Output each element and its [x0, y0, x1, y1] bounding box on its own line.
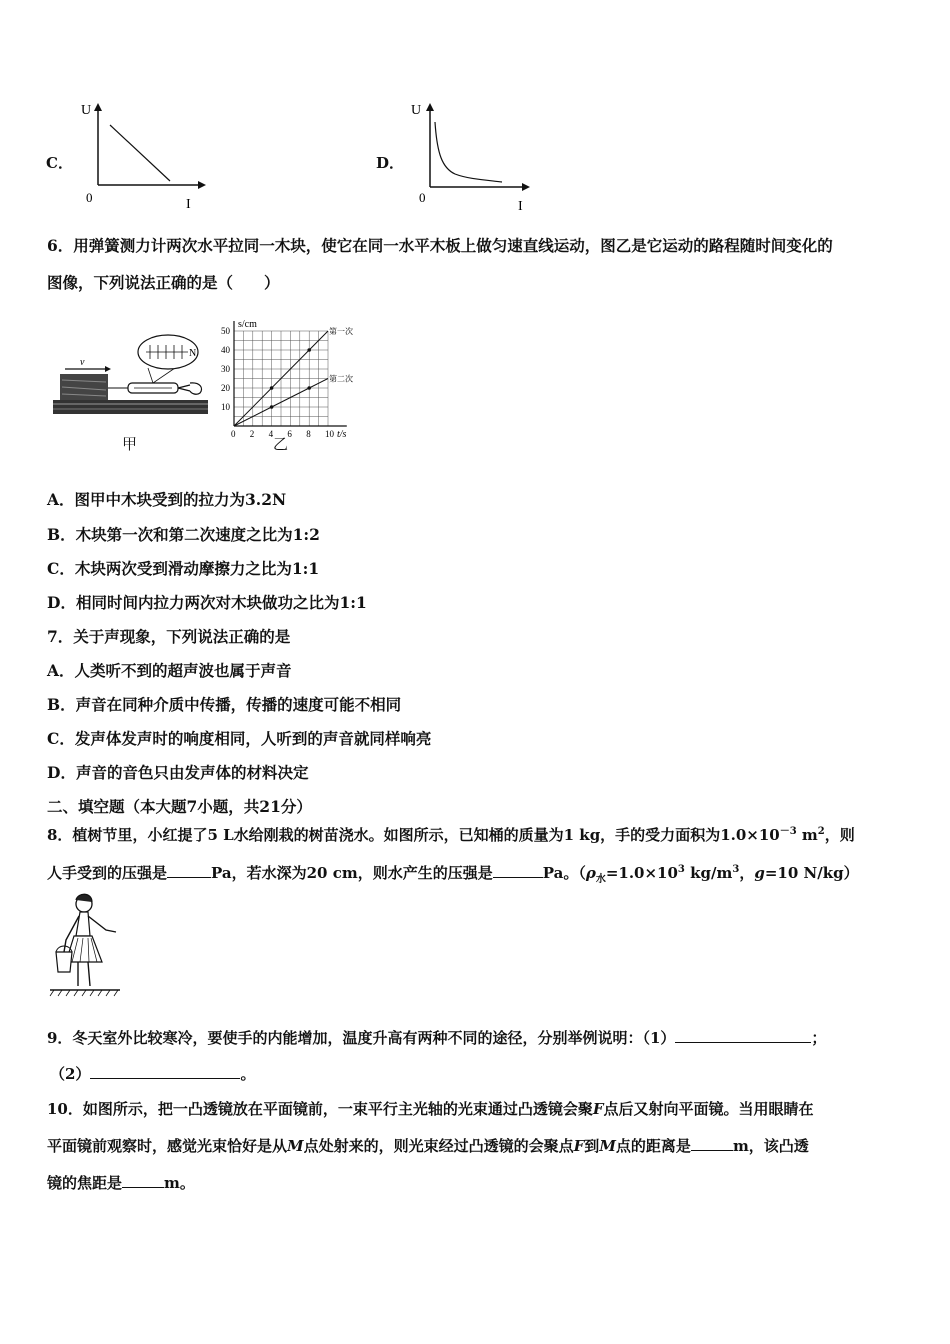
- x-tick-label: 8: [306, 429, 311, 439]
- q6-option-c: C．木块两次受到滑动摩擦力之比为1:1: [47, 559, 320, 578]
- q9-blank-1[interactable]: [675, 1028, 811, 1043]
- q8-line2: 人手受到的压强是 Pa，若水深为20 cm，则水产生的压强是 Pa。（$\rho_水=1.0\times 10^3$ $kg/m^3$，g=10 N/kg）: [47, 864, 859, 885]
- x-tick-label: 2: [249, 429, 255, 439]
- data-point: [270, 386, 274, 390]
- graph-c-u-label: U: [81, 103, 92, 118]
- q9-line2: （2） 。: [50, 1065, 256, 1083]
- q8-line1: 8．植树节里，小红提了5 L水给刚栽的树苗浇水。如图所示，已知桶的质量为1 kg，手的受力面积为$1.0\times 10^{-3}$ $m^2$，则: [47, 826, 855, 844]
- q10-line1: 10．如图所示，把一凸透镜放在平面镜前，一束平行主光轴的光束通过凸透镜会聚F点后又射向平面镜。当用眼睛在: [47, 1100, 814, 1118]
- x-tick-label: 4: [268, 429, 274, 439]
- y-tick-label: 40: [221, 345, 230, 355]
- graph-c-x-arrow: [198, 181, 206, 189]
- velocity-label: v: [80, 357, 85, 368]
- series-label-1: 第一次: [329, 327, 353, 336]
- graph-d-x-arrow: [522, 183, 530, 191]
- y-tick-label: 30: [221, 364, 230, 374]
- graph-c-y-arrow: [94, 103, 102, 111]
- y-tick-label: 50: [221, 326, 230, 336]
- graph-d-u-label: U: [411, 103, 422, 118]
- graph-d-i-label: I: [518, 199, 523, 213]
- q6-stem-line1: 6．用弹簧测力计两次水平拉同一木块，使它在同一水平木板上做匀速直线运动，图乙是它运动的路程随时间变化的: [47, 236, 833, 255]
- fig-jia-caption: 甲: [122, 435, 138, 453]
- q7-option-d: D．声音的音色只由发声体的材料决定: [47, 763, 309, 782]
- y-axis-label: s/cm: [238, 319, 257, 330]
- q8-girl-bucket-figure: [48, 890, 128, 1002]
- q10-line3: 镜的焦距是 m。: [47, 1174, 195, 1192]
- q7-option-c: C．发声体发声时的响度相同，人听到的声音就同样响亮: [47, 729, 432, 748]
- q6-option-d: D．相同时间内拉力两次对木块做功之比为1:1: [47, 593, 367, 612]
- q10-blank-2[interactable]: [122, 1173, 164, 1188]
- q8-blank-1[interactable]: [167, 863, 211, 878]
- data-point: [307, 386, 311, 390]
- graph-d-curve: [435, 122, 502, 182]
- q6-figure-jia: [50, 330, 210, 420]
- q6-figure-yi-chart: [220, 303, 370, 443]
- q7-stem: 7．关于声现象，下列说法正确的是: [47, 627, 291, 646]
- q6-option-a: A．图甲中木块受到的拉力为3.2N: [47, 490, 287, 509]
- q7-option-b: B．声音在同种介质中传播，传播的速度可能不相同: [47, 695, 402, 714]
- series-label-2: 第二次: [329, 374, 353, 384]
- graph-d: [410, 98, 540, 213]
- option-d-label: D．: [376, 154, 405, 172]
- board: [53, 400, 208, 414]
- y-tick-label: 20: [221, 383, 230, 393]
- graph-c-origin: 0: [86, 190, 93, 205]
- arm-right: [88, 916, 116, 932]
- section-2-heading: 二、填空题（本大题7小题，共21分）: [47, 797, 312, 816]
- q8-blank-2[interactable]: [493, 863, 543, 878]
- graph-d-origin: 0: [419, 190, 426, 205]
- graph-c-i-label: I: [186, 197, 191, 212]
- x-tick-label: 10: [325, 429, 334, 439]
- leg-right: [88, 962, 90, 986]
- x-axis-label: t/s: [337, 429, 347, 440]
- x-tick-label: 6: [287, 429, 292, 439]
- torso: [76, 912, 90, 936]
- q10-blank-1[interactable]: [691, 1136, 733, 1151]
- bucket: [56, 952, 72, 972]
- q9-line1: 9．冬天室外比较寒冷，要使手的内能增加，温度升高有两种不同的途径，分别举例说明：（1） ；: [47, 1029, 827, 1047]
- x-tick-label: 0: [231, 429, 236, 439]
- option-c-label: C．: [46, 154, 73, 172]
- scale-unit: N: [189, 348, 197, 359]
- data-point: [270, 405, 274, 409]
- q6-option-b: B．木块第一次和第二次速度之比为1:2: [47, 525, 320, 544]
- graph-c: [80, 98, 210, 213]
- hand: [178, 383, 202, 394]
- fig-yi-caption: 乙: [273, 435, 289, 453]
- q6-stem-line2: 图像，下列说法正确的是（ ）: [47, 273, 280, 292]
- data-point: [307, 348, 311, 352]
- q9-blank-2[interactable]: [90, 1064, 240, 1079]
- y-tick-label: 10: [221, 402, 230, 412]
- q7-option-a: A．人类听不到的超声波也属于声音: [47, 661, 292, 680]
- graph-c-curve: [110, 125, 170, 181]
- graph-d-y-arrow: [426, 103, 434, 111]
- q10-line2: 平面镜前观察时，感觉光束恰好是从M点处射来的，则光束经过凸透镜的会聚点F到M点的距离是 m，该凸透: [47, 1137, 809, 1155]
